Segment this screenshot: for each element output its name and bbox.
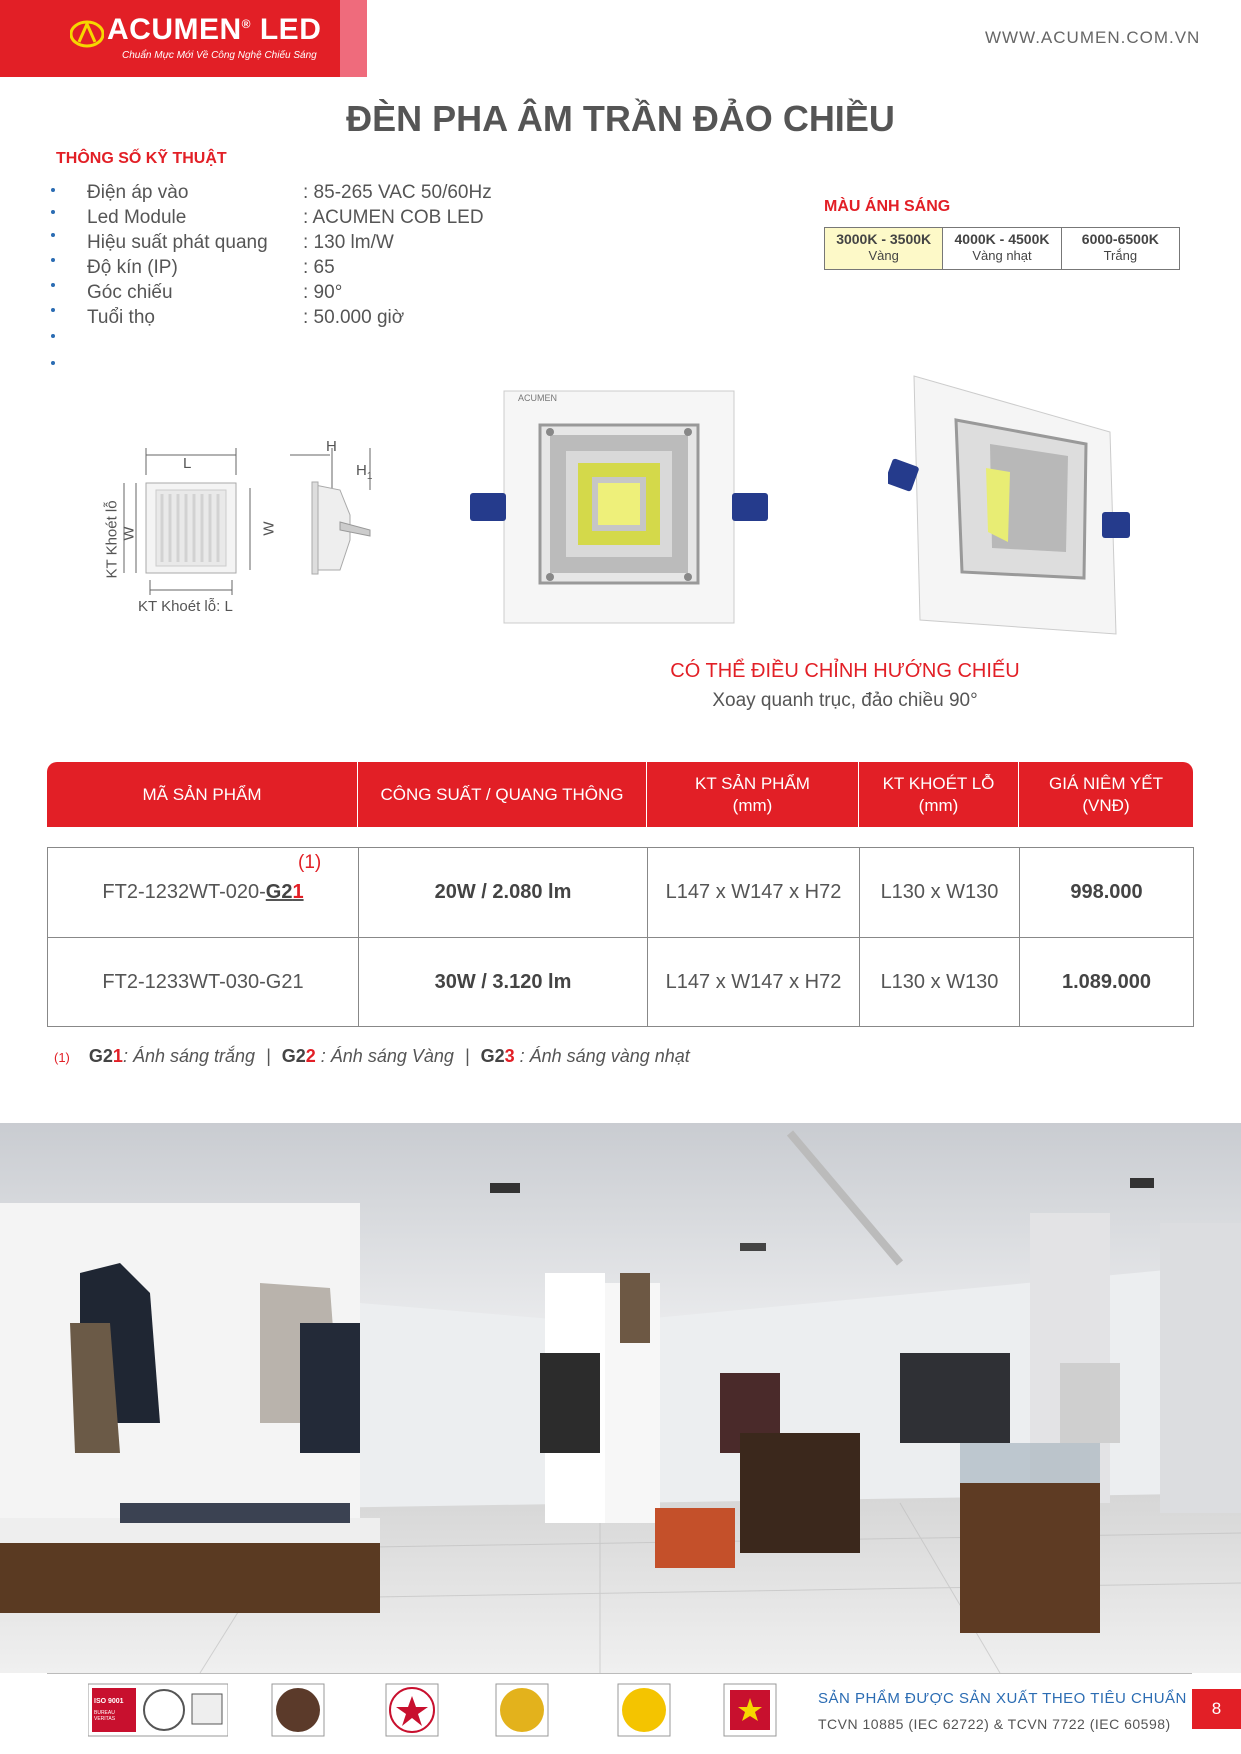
table-row-1-price: 998.000 [1070, 880, 1143, 903]
bullet-icon [51, 233, 55, 237]
standard-title: SẢN PHẨM ĐƯỢC SẢN XUẤT THEO TIÊU CHUẨN [818, 1690, 1187, 1707]
standard-detail: TCVN 10885 (IEC 62722) & TCVN 7722 (IEC 60598) [818, 1716, 1171, 1732]
product-table [47, 847, 1194, 1027]
table-row-2-hole: L130 x W130 [880, 970, 999, 993]
label-w-inner: W [120, 526, 138, 541]
well-known-badge [616, 1682, 672, 1738]
spec-label: Hiệu suất phát quang [87, 232, 268, 253]
iso-certificate-badge: ISO 9001 BUREAU VERITAS [88, 1682, 228, 1738]
table-row-2-price: 1.089.000 [1062, 970, 1151, 993]
table-row-1-size: L147 x W147 x H72 [665, 880, 842, 903]
bullet-icon [51, 361, 55, 365]
bullet-icon [51, 334, 55, 338]
header-hole-size: KT KHOÉT LỖ (mm) [859, 762, 1019, 827]
header-stripe [340, 0, 367, 77]
vietnam-quality-badge [722, 1682, 778, 1738]
brand-header [0, 0, 367, 77]
spec-value: : 50.000 giờ [303, 307, 405, 328]
header-product-code: MÃ SẢN PHẨM [47, 762, 358, 827]
table-row-1-code: FT2-1232WT-020- G21 [102, 880, 304, 903]
light-color-option: 3000K - 3500K Vàng [825, 228, 943, 269]
light-color-option: 4000K - 4500K Vàng nhạt [943, 228, 1061, 269]
table-row-2-size: L147 x W147 x H72 [665, 970, 842, 993]
header-power: CÔNG SUẤT / QUANG THÔNG [358, 762, 647, 827]
spec-label: Tuổi thọ [87, 307, 155, 328]
product-angled-image [888, 372, 1148, 637]
bullet-icon [51, 210, 55, 214]
label-l: L [183, 455, 192, 472]
adjust-subtitle: Xoay quanh trục, đảo chiều 90° [712, 690, 978, 711]
page-title: ĐÈN PHA ÂM TRẦN ĐẢO CHIỀU [346, 98, 895, 139]
spec-label: Độ kín (IP) [87, 257, 178, 278]
specs-heading: THÔNG SỐ KỸ THUẬT [56, 150, 227, 167]
acumen-logo-icon [70, 17, 104, 51]
table-row-2-power: 30W / 3.120 lm [434, 970, 572, 993]
spec-value: : 85-265 VAC 50/60Hz [303, 182, 492, 203]
spec-label: Góc chiếu [87, 282, 173, 303]
table-header [47, 762, 1193, 827]
spec-value: : ACUMEN COB LED [303, 207, 484, 228]
footnote: (1) G21: Ánh sáng trắng | G22 : Ánh sáng Vàng | G23 : Ánh sáng vàng nhạt [54, 1046, 690, 1066]
light-color-table [824, 227, 1180, 270]
bullet-icon [51, 308, 55, 312]
spec-value: : 90° [303, 282, 343, 303]
label-h1: $H_1$ [356, 462, 373, 482]
brand-award-badge [494, 1682, 550, 1738]
label-h: H [326, 438, 337, 455]
brand-slogan: Chuẩn Mực Mới Về Công Nghệ Chiếu Sáng [122, 50, 317, 61]
label-hole-side: KT Khoét lỗ [103, 500, 121, 579]
website-link[interactable]: WWW.ACUMEN.COM.VN [985, 28, 1201, 47]
label-w: W [260, 521, 278, 536]
spec-value: : 65 [303, 257, 335, 278]
light-color-option: 6000-6500K Trắng [1081, 231, 1159, 263]
star-award-badge [384, 1682, 440, 1738]
note-mark: (1) [298, 852, 322, 873]
adjust-title: CÓ THỂ ĐIỀU CHỈNH HƯỚNG CHIẾU [670, 660, 1020, 682]
table-row-1-power: 20W / 2.080 lm [434, 880, 572, 903]
spec-value: : 130 lm/W [303, 232, 394, 253]
label-hole-bottom: KT Khoét lỗ: L [138, 598, 233, 615]
brand-name: ACUMEN® LED [107, 13, 322, 46]
spec-label: Điện áp vào [87, 182, 189, 203]
gold-trust-badge [270, 1682, 326, 1738]
product-logo: ACUMEN [518, 393, 558, 403]
table-row-1-hole: L130 x W130 [880, 880, 999, 903]
product-front-image [470, 385, 770, 630]
bullet-icon [51, 283, 55, 287]
spec-label: Led Module [87, 207, 187, 228]
header-price: GIÁ NIÊM YẾT (VNĐ) [1049, 773, 1163, 815]
page-number: 8 [1192, 1689, 1241, 1729]
bullet-icon [51, 258, 55, 262]
bullet-icon [51, 188, 55, 192]
header-product-size: KT SẢN PHẨM (mm) [647, 762, 859, 827]
store-interior-photo [0, 1123, 1241, 1673]
dimension-diagram [100, 430, 390, 620]
light-color-heading: MÀU ÁNH SÁNG [824, 198, 951, 215]
table-row-2-code: FT2-1233WT-030-G21 [102, 970, 304, 993]
footer-divider [47, 1673, 1192, 1674]
